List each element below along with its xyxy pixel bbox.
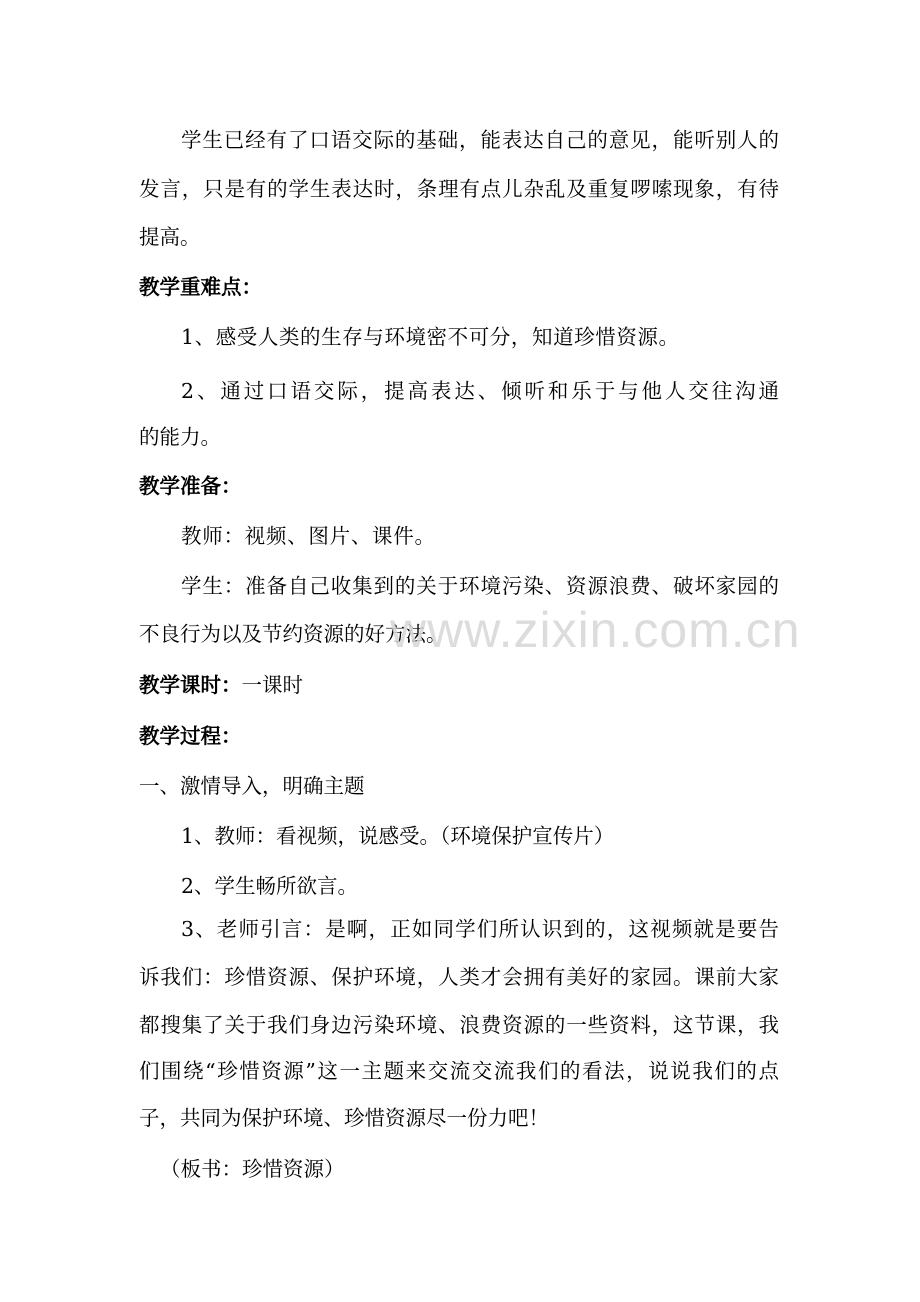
heading-preparation: 教学准备： (139, 474, 242, 498)
board-note: （板书：珍惜资源） (160, 1157, 345, 1181)
list-item: 2、学生畅所欲言。 (181, 874, 359, 898)
list-item: 1、感受人类的生存与环境密不可分，知道珍惜资源。 (181, 325, 679, 349)
class-hours-line (139, 670, 539, 700)
heading-class-hours: 教学课时： (139, 673, 242, 697)
list-item: 3、老师引言：是啊，正如同学们所认识到的，这视频就是要告 (181, 917, 779, 941)
paragraph-line: 都搜集了关于我们身边污染环境、浪费资源的一些资料，这节课，我 (139, 1013, 779, 1037)
list-item: 2、通过口语交际，提高表达、倾听和乐于与他人交往沟通 (181, 379, 779, 403)
heading-key-points: 教学重难点： (139, 275, 262, 299)
list-item: 1、教师：看视频，说感受。（环境保护宣传片） (181, 824, 615, 848)
paragraph-line: 不良行为以及节约资源的好方法。 (139, 622, 447, 646)
paragraph-line: 子，共同为保护环境、珍惜资源尽一份力吧！ (139, 1106, 549, 1130)
paragraph-line: 学生已经有了口语交际的基础，能表达自己的意见，能听别人的 (181, 128, 779, 152)
watermark: www.zixin.com.cn (390, 602, 801, 658)
paragraph-line: 发言，只是有的学生表达时，条理有点儿杂乱及重复啰嗦现象，有待 (139, 177, 779, 201)
heading-process: 教学过程： (139, 724, 242, 748)
section-title: 一、激情导入，明确主题 (139, 774, 365, 798)
paragraph-line: 诉我们：珍惜资源、保护环境，人类才会拥有美好的家园。课前大家 (139, 965, 779, 989)
paragraph-line: 学生：准备自己收集到的关于环境污染、资源浪费、破坏家园的 (181, 574, 779, 598)
paragraph-line: 们围绕“珍惜资源”这一主题来交流交流我们的看法，说说我们的点 (139, 1059, 779, 1083)
paragraph-line: 教师：视频、图片、课件。 (181, 524, 435, 548)
paragraph-line: 提高。 (139, 225, 201, 249)
class-hours-value: 一课时 (241, 673, 303, 697)
paragraph-line: 的能力。 (139, 425, 221, 449)
